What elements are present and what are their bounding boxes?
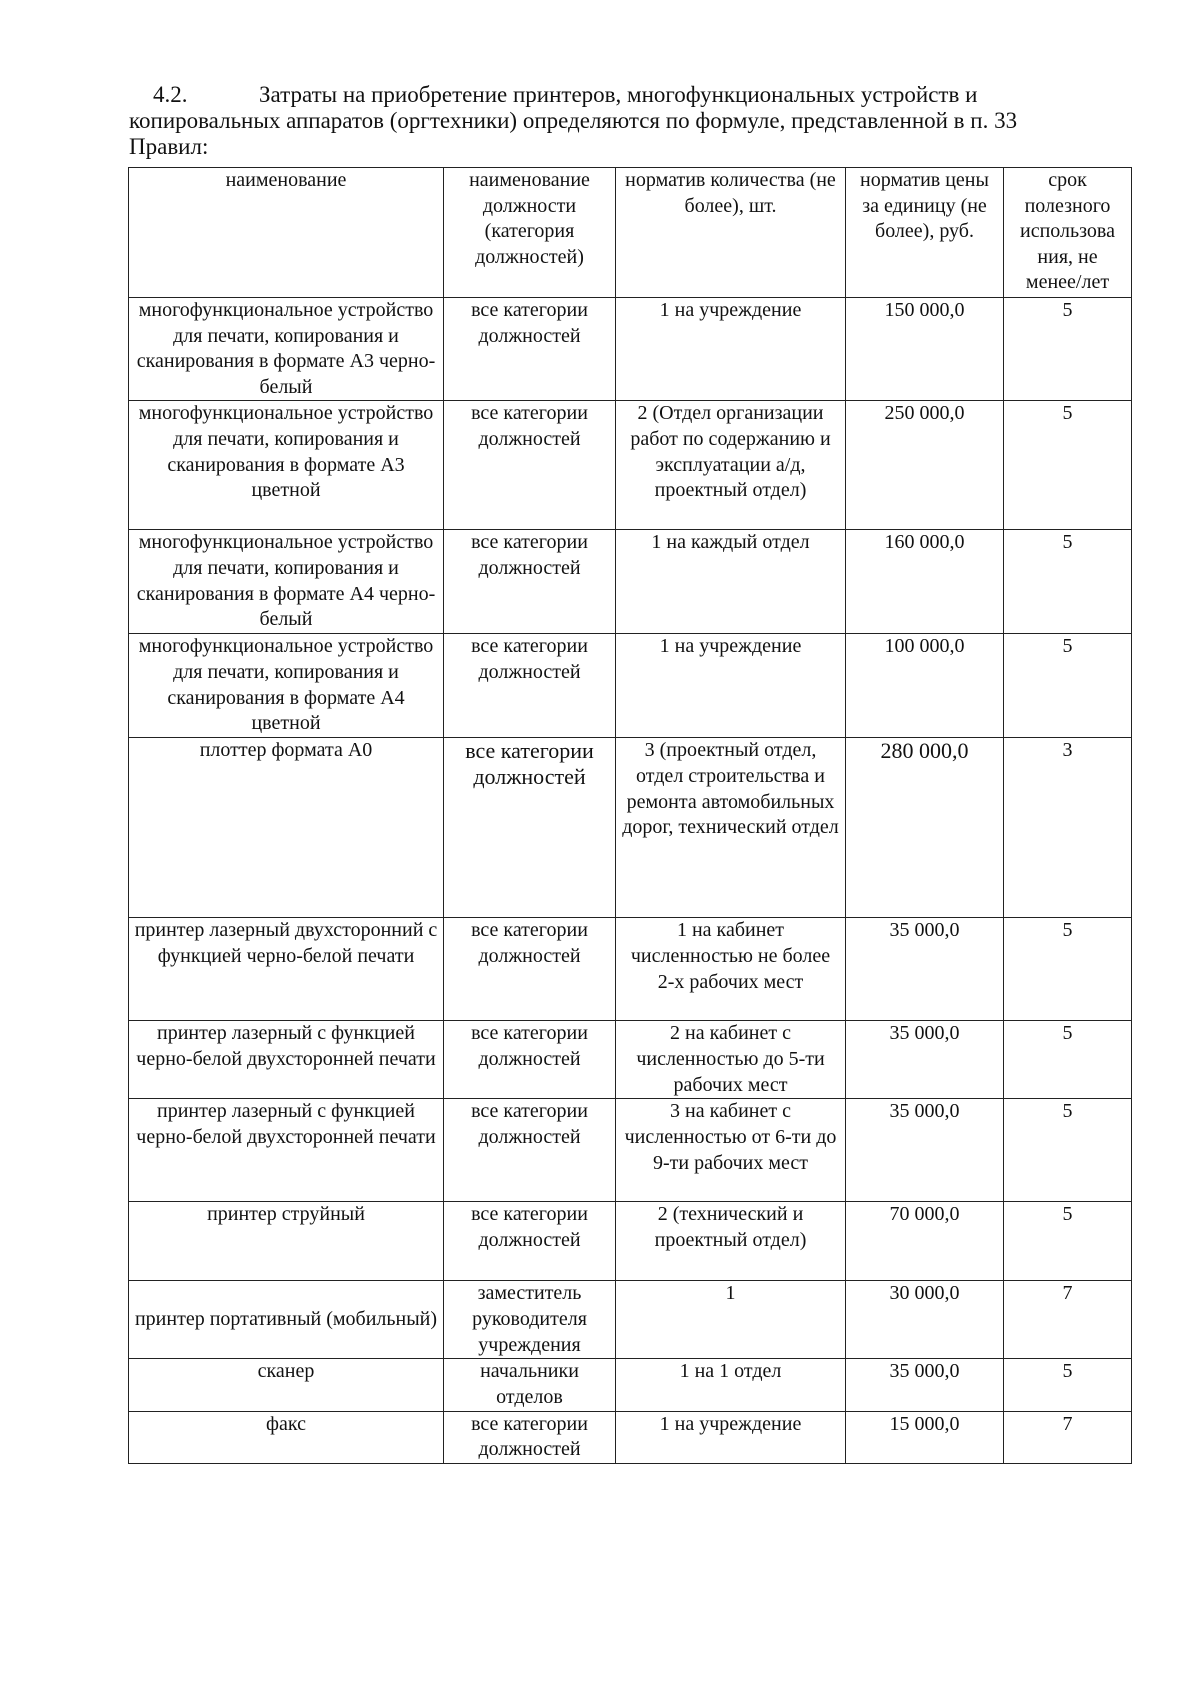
table-row [129, 1281, 1132, 1359]
cell-term: 7 [1004, 1281, 1132, 1359]
cell-price: 35 000,0 [846, 918, 1004, 1021]
cell-name: принтер лазерный с функцией черно-белой двухсторонней печати [129, 1099, 444, 1202]
intro-line-3: Правил: [129, 134, 209, 159]
table-row [129, 634, 1132, 738]
table-row [129, 401, 1132, 530]
cell-price: 70 000,0 [846, 1202, 1004, 1281]
cell-quantity: 3 на кабинет с численностью от 6-ти до 9-ти рабочих мест [616, 1099, 846, 1202]
cell-term: 7 [1004, 1411, 1132, 1463]
header-position: наименование должности (категория должностей) [444, 168, 616, 298]
header-price: норматив цены за единицу (не более), руб. [846, 168, 1004, 298]
cell-price: 250 000,0 [846, 401, 1004, 530]
cell-name: сканер [129, 1359, 444, 1411]
intro-paragraph [129, 82, 1089, 160]
header-name: наименование [129, 168, 444, 298]
cell-name: принтер лазерный двухсторонний с функцией черно-белой печати [129, 918, 444, 1021]
table-row [129, 1021, 1132, 1099]
table-row [129, 298, 1132, 401]
office-equipment-norms-table [128, 167, 1132, 1464]
cell-term: 5 [1004, 1099, 1132, 1202]
table-header-row [129, 168, 1132, 298]
table-row [129, 1099, 1132, 1202]
cell-position: все категории должностей [444, 1411, 616, 1463]
cell-position: все категории должностей [444, 401, 616, 530]
cell-name: плоттер формата А0 [129, 738, 444, 918]
cell-position: заместитель руководителя учреждения [444, 1281, 616, 1359]
cell-price: 150 000,0 [846, 298, 1004, 401]
cell-name: принтер струйный [129, 1202, 444, 1281]
cell-price: 160 000,0 [846, 530, 1004, 634]
cell-name: принтер портативный (мобильный) [129, 1281, 444, 1359]
cell-price: 30 000,0 [846, 1281, 1004, 1359]
cell-price: 35 000,0 [846, 1359, 1004, 1411]
cell-position: все категории должностей [444, 1099, 616, 1202]
cell-position: начальники отделов [444, 1359, 616, 1411]
cell-term: 5 [1004, 401, 1132, 530]
cell-quantity: 1 на 1 отдел [616, 1359, 846, 1411]
cell-term: 5 [1004, 530, 1132, 634]
cell-price: 35 000,0 [846, 1099, 1004, 1202]
cell-term: 5 [1004, 634, 1132, 738]
cell-name: многофункциональное устройство для печати, копирования и сканирования в формате А4 цветной [129, 634, 444, 738]
cell-quantity: 1 на учреждение [616, 1411, 846, 1463]
cell-position: все категории должностей [444, 1202, 616, 1281]
header-term: срок полезного использова ния, не менее/лет [1004, 168, 1132, 298]
cell-price: 35 000,0 [846, 1021, 1004, 1099]
cell-name: факс [129, 1411, 444, 1463]
table-row [129, 1202, 1132, 1281]
cell-quantity: 1 [616, 1281, 846, 1359]
cell-position: все категории должностей [444, 530, 616, 634]
intro-line-1 [129, 82, 1089, 108]
cell-quantity: 1 на учреждение [616, 634, 846, 738]
cell-quantity: 1 на кабинет численностью не более 2-х рабочих мест [616, 918, 846, 1021]
cell-quantity: 2 (Отдел организации работ по содержанию и эксплуатации а/д, проектный отдел) [616, 401, 846, 530]
table-row [129, 738, 1132, 918]
cell-term: 5 [1004, 1359, 1132, 1411]
table-row [129, 1359, 1132, 1411]
header-quantity: норматив количества (не более), шт. [616, 168, 846, 298]
cell-term: 5 [1004, 918, 1132, 1021]
intro-text-1: Затраты на приобретение принтеров, многофункциональных устройств и [259, 82, 978, 107]
cell-position: все категории должностей [444, 634, 616, 738]
cell-name: принтер лазерный с функцией черно-белой двухсторонней печати [129, 1021, 444, 1099]
cell-position: все категории должностей [444, 738, 616, 918]
intro-line-2: копировальных аппаратов (оргтехники) определяются по формуле, представленной в п. 33 [129, 108, 1018, 133]
cell-name: многофункциональное устройство для печати, копирования и сканирования в формате А4 черно-белый [129, 530, 444, 634]
cell-term: 5 [1004, 1021, 1132, 1099]
cell-quantity: 1 на каждый отдел [616, 530, 846, 634]
cell-term: 5 [1004, 1202, 1132, 1281]
cell-price: 100 000,0 [846, 634, 1004, 738]
cell-position: все категории должностей [444, 1021, 616, 1099]
cell-quantity: 2 на кабинет с численностью до 5-ти рабочих мест [616, 1021, 846, 1099]
cell-name: многофункциональное устройство для печати, копирования и сканирования в формате А3 черно-белый [129, 298, 444, 401]
cell-quantity: 2 (технический и проектный отдел) [616, 1202, 846, 1281]
cell-price: 15 000,0 [846, 1411, 1004, 1463]
cell-price: 280 000,0 [846, 738, 1004, 918]
cell-position: все категории должностей [444, 918, 616, 1021]
cell-quantity: 1 на учреждение [616, 298, 846, 401]
cell-name: многофункциональное устройство для печати, копирования и сканирования в формате А3 цветной [129, 401, 444, 530]
table-row [129, 530, 1132, 634]
section-number: 4.2. [153, 82, 188, 107]
table-row [129, 918, 1132, 1021]
cell-term: 3 [1004, 738, 1132, 918]
cell-quantity: 3 (проектный отдел, отдел строительства и ремонта автомобильных дорог, технический отдел [616, 738, 846, 918]
table-row [129, 1411, 1132, 1463]
cell-position: все категории должностей [444, 298, 616, 401]
cell-term: 5 [1004, 298, 1132, 401]
